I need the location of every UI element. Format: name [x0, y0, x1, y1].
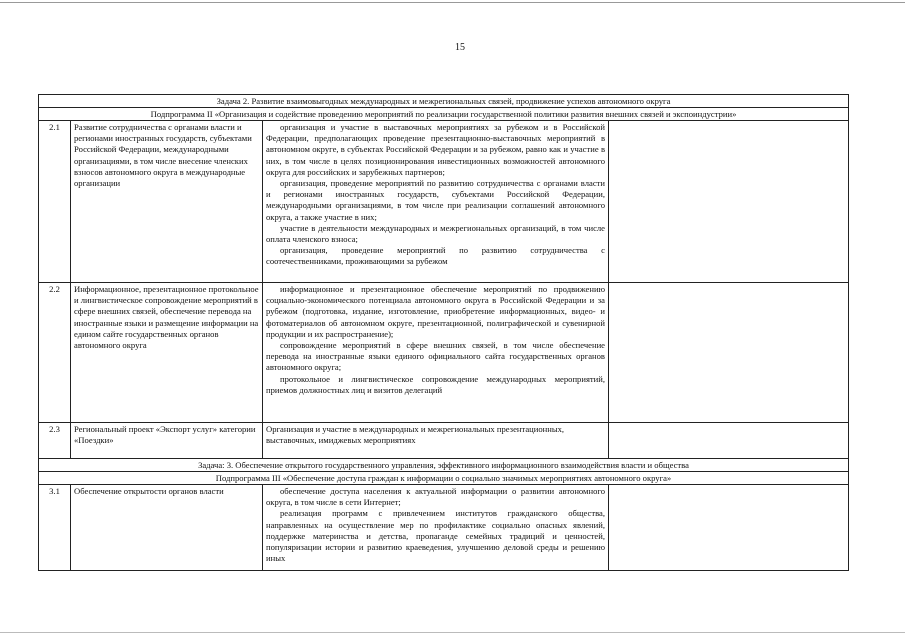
- table-row: [39, 423, 849, 459]
- task-2-heading: Задача 2. Развитие взаимовыгодных международных и межрегиональных связей, продвижение успехов автономного округа: [39, 95, 849, 108]
- activity-name: Региональный проект «Экспорт услуг» категории «Поездки»: [71, 423, 263, 459]
- activity-name: Обеспечение открытости органов власти: [71, 485, 263, 571]
- activity-item: сопровождение мероприятий в сфере внешних связей, в том числе обеспечение перевода на иностранные языки единого официального сайта государственных органов автономного округа;: [266, 340, 605, 373]
- subprogram-3-row: [39, 472, 849, 485]
- empty-cell: [609, 283, 849, 423]
- row-number: 2.3: [39, 423, 71, 459]
- empty-cell: [609, 121, 849, 283]
- activity-details: [263, 423, 609, 459]
- program-table: [38, 94, 849, 571]
- task-3-row: [39, 459, 849, 472]
- row-number: 2.1: [39, 121, 71, 283]
- activity-item: организация, проведение мероприятий по развитию сотрудничества с органами власти и регионами иностранных государств, субъектами Российской Федерации, международными организациями, в том числе при реализации соглашений автономного округа, а также участие в них;: [266, 178, 605, 222]
- empty-cell: [609, 423, 849, 459]
- row-number: 3.1: [39, 485, 71, 571]
- page-number: 15: [455, 42, 465, 53]
- activity-item: Организация и участие в международных и межрегиональных презентационных, выставочных, имиджевых мероприятиях: [266, 424, 565, 446]
- activity-name: Информационное, презентационное протокольное и лингвистическое сопровождение мероприятий в сфере внешних связей, обеспечение перевода на иностранные языки и размещение информации на едином сайте государственных органов автономного округа: [71, 283, 263, 423]
- activity-item: реализация программ с привлечением институтов гражданского общества, направленных на осуществление мер по профилактике социально опасных явлений, поддержке материнства и детства, пропаганде семейных традиций и ценностей, популяризации истории и развитию краеведения, улучшению деловой среды и решению иных: [266, 508, 605, 564]
- empty-cell: [609, 485, 849, 571]
- row-number: 2.2: [39, 283, 71, 423]
- table-row: [39, 485, 849, 571]
- activity-item: обеспечение доступа населения к актуальной информации о развитии автономного округа, в том числе в сети Интернет;: [266, 486, 605, 508]
- activity-item: информационное и презентационное обеспечение мероприятий по продвижению социально-экономического потенциала автономного округа в Российской Федерации и за рубежом (подготовка, издание, изготовление, приобретение информационных, видео- и фотоматериалов об автономном округе, презентационной, полиграфической и сувенирной продукции и их распространение);: [266, 284, 605, 339]
- activity-details: [263, 283, 609, 423]
- activity-item: организация, проведение мероприятий по развитию сотрудничества с соотечественниками, проживающими за рубежом: [266, 245, 605, 267]
- subprogram-3-heading: Подпрограмма III «Обеспечение доступа граждан к информации о социально значимых мероприятиях автономного округа»: [39, 472, 849, 485]
- activity-name: Развитие сотрудничества с органами власти и регионами иностранных государств, субъектами Российской Федерации, международными организациями, в том числе внесение членских взносов автономного округа в международные организации: [71, 121, 263, 283]
- subprogram-2-heading: Подпрограмма II «Организация и содействие проведению мероприятий по реализации государственной политики развития внешних связей и экспоиндустрии»: [39, 108, 849, 121]
- subprogram-2-row: [39, 108, 849, 121]
- task-2-row: [39, 95, 849, 108]
- activity-item: участие в деятельности международных и межрегиональных организаций, в том числе оплата членского взноса;: [266, 222, 605, 245]
- scan-edge-bottom: [0, 632, 905, 633]
- activity-details: [263, 485, 609, 571]
- task-3-heading: Задача: 3. Обеспечение открытого государственного управления, эффективного информационного взаимодействия власти и общества: [39, 459, 849, 472]
- activity-item: организация и участие в выставочных мероприятиях за рубежом и в Российской Федерации, предполагающих проведение презентационно-выставочных мероприятий в автономном округе, в субъектах Российской Федерации и за рубежом, равно как и участие в них, в том числе в целях позиционирования инвестиционных возможностей автономного округа для российских и зарубежных партнеров;: [266, 122, 605, 177]
- scan-edge-top: [0, 2, 905, 3]
- activity-details: [263, 121, 609, 283]
- table-row: [39, 121, 849, 283]
- activity-item: протокольное и лингвистическое сопровождение международных мероприятий, приемов должностных лиц и визитов делегаций: [266, 373, 605, 395]
- table-row: [39, 283, 849, 423]
